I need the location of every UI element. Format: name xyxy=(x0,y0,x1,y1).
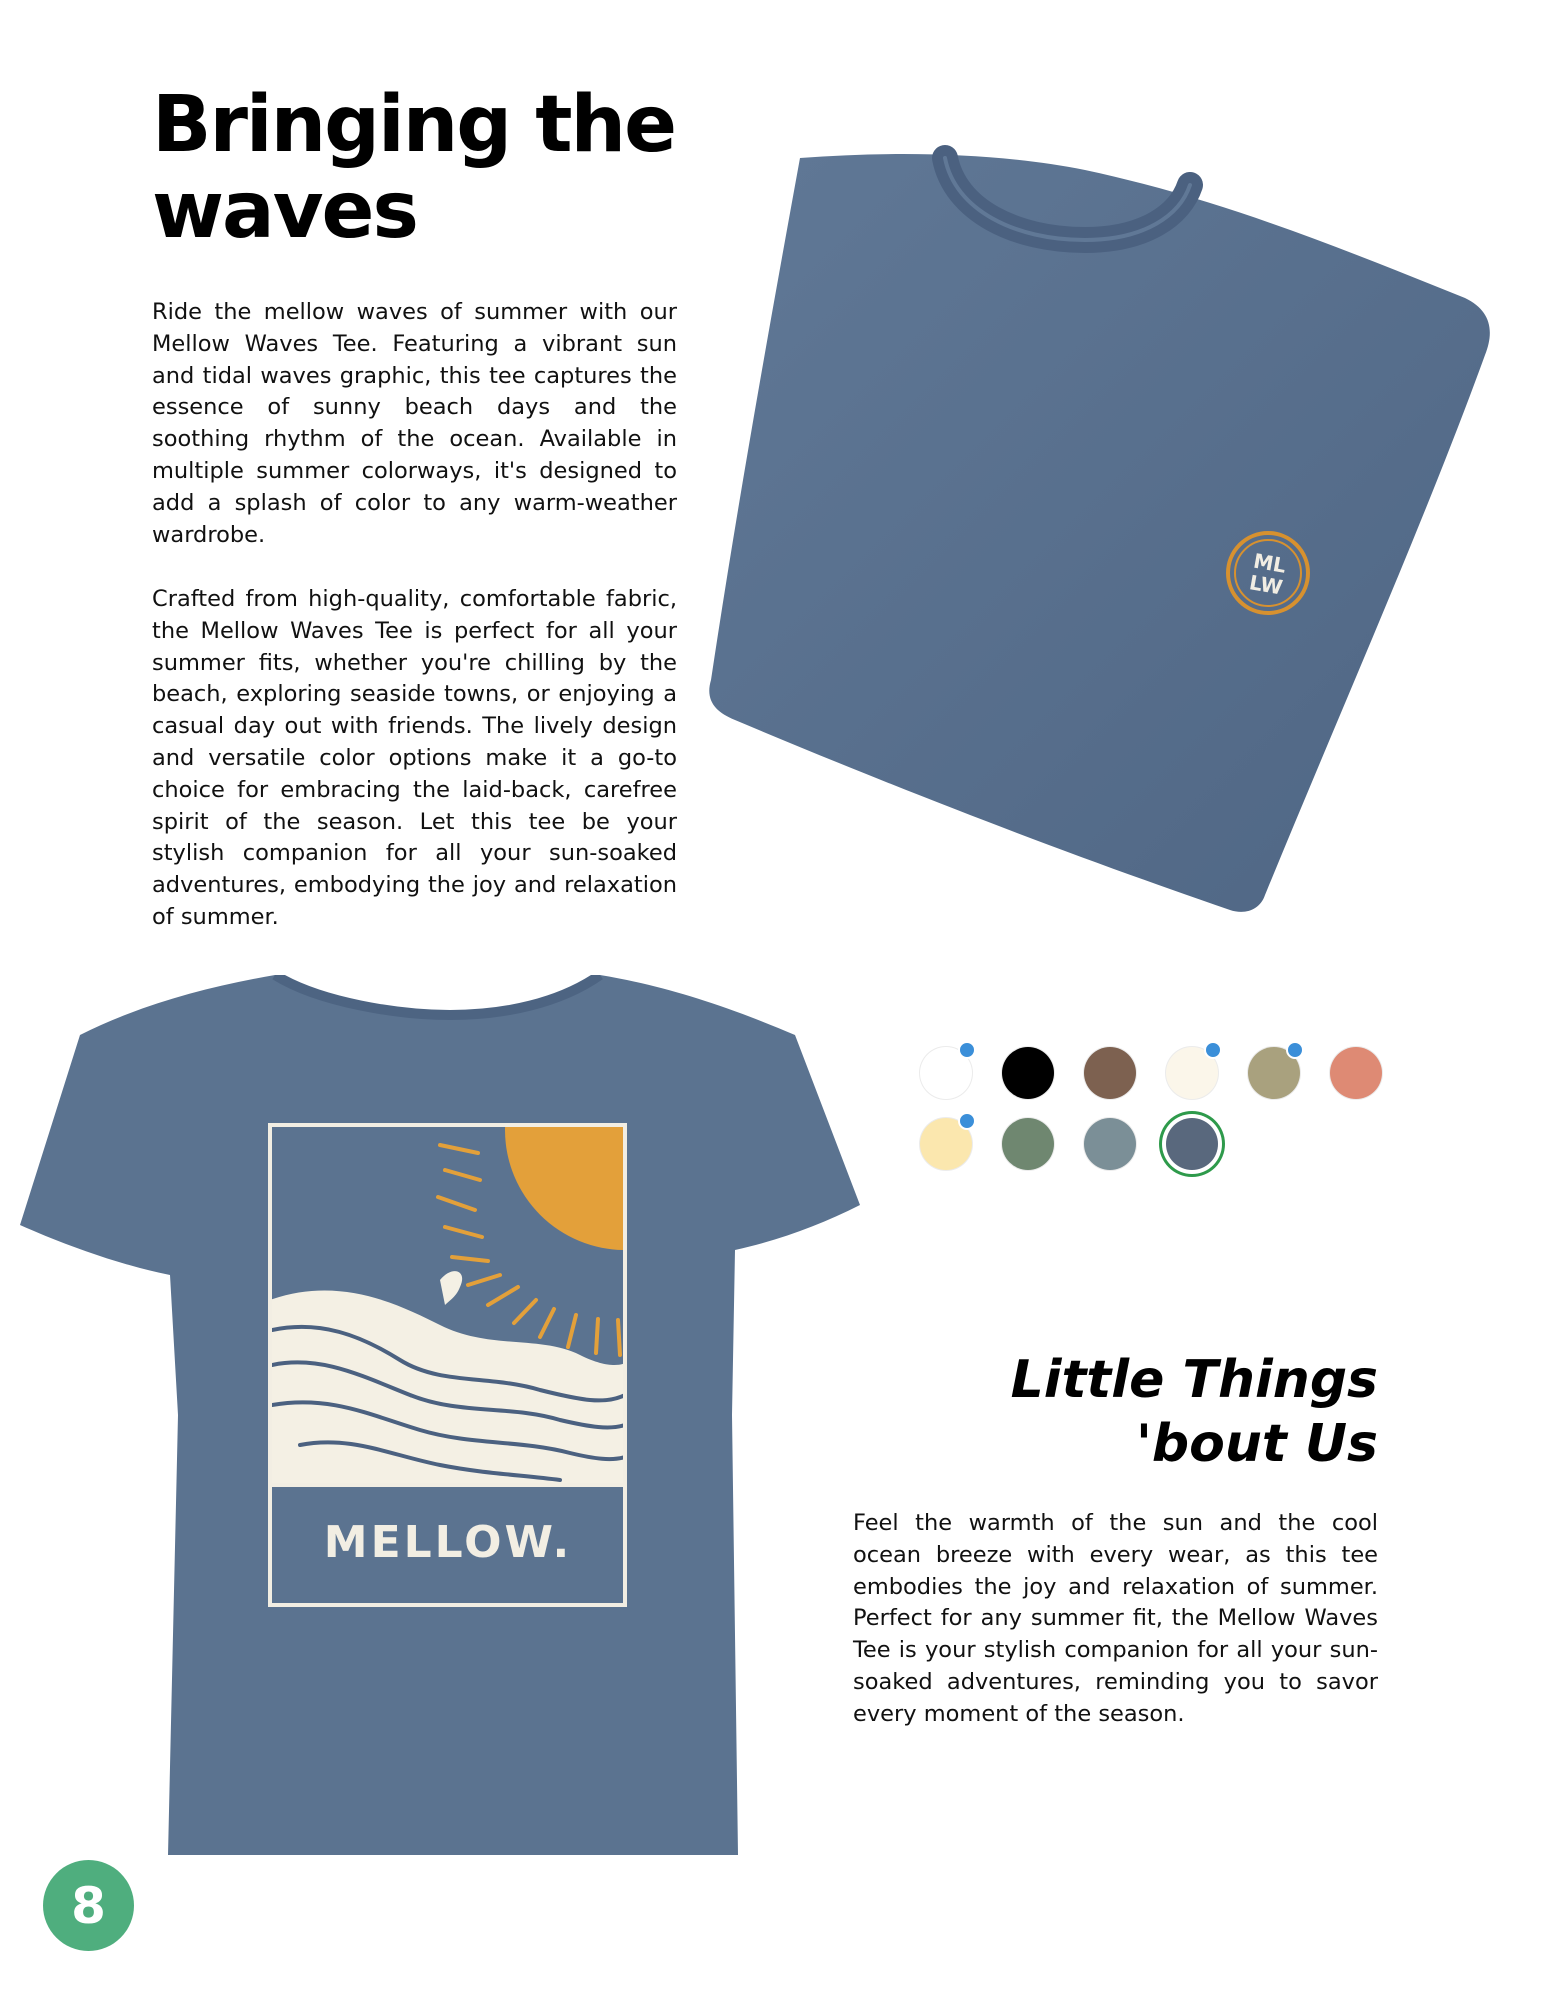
fabric-paragraph: Crafted from high-quality, comfortable fabric, the Mellow Waves Tee is perfect for all your summer fits, whether you're chilling by the beach, exploring seaside towns, or enjoying a casual day out with friends. The lively design and versatile color options make it a go-to choice for embracing the laid-back, carefree spirit of the season. Let this tee be your stylish companion for all your sun-soaked adventures, embodying the joy and relaxation of summer. xyxy=(152,586,677,930)
back-shirt-image xyxy=(20,975,875,1860)
color-swatch[interactable] xyxy=(1330,1047,1382,1099)
logo-text-line-2: LW xyxy=(1247,570,1285,600)
color-swatch[interactable] xyxy=(920,1118,972,1170)
section-title xyxy=(958,1348,1378,1476)
folded-shirt-body xyxy=(709,154,1490,912)
color-swatch[interactable] xyxy=(1002,1047,1054,1099)
section-title-line-1: Little Things xyxy=(1010,1350,1378,1410)
swatch-indicator-dot xyxy=(958,1041,976,1059)
title-line-1: Bringing the xyxy=(152,80,675,170)
page-number-badge xyxy=(43,1860,134,1951)
color-swatch[interactable] xyxy=(1084,1047,1136,1099)
color-swatch[interactable] xyxy=(920,1047,972,1099)
swatch-indicator-dot xyxy=(1286,1041,1304,1059)
color-swatch[interactable] xyxy=(1166,1047,1218,1099)
mellow-print-text: MELLOW. xyxy=(323,1517,573,1568)
about-paragraph: Feel the warmth of the sun and the cool ocean breeze with every wear, as this tee embodies the joy and relaxation of summer. Perfect for any summer fit, the Mellow Waves Tee is your stylish companion for all your sun-soaked adventures, reminding you to savor every moment of the season. xyxy=(853,1510,1378,1727)
title-line-2: waves xyxy=(152,166,417,256)
color-swatch[interactable] xyxy=(1248,1047,1300,1099)
color-swatches xyxy=(918,1045,1388,1175)
folded-shirt-image xyxy=(705,140,1495,920)
color-swatch[interactable] xyxy=(1002,1118,1054,1170)
section-title-line-2: 'bout Us xyxy=(1135,1414,1378,1474)
color-swatch[interactable] xyxy=(1166,1118,1218,1170)
logo-text-line-1: ML xyxy=(1251,548,1288,578)
page-number: 8 xyxy=(71,1876,106,1935)
intro-paragraph: Ride the mellow waves of summer with our Mellow Waves Tee. Featuring a vibrant sun and tidal waves graphic, this tee captures the essence of sunny beach days and the soothing rhythm of the ocean. Available in multiple summer colorways, it's designed to add a splash of color to any warm-weather wardrobe. xyxy=(152,299,677,548)
color-swatch[interactable] xyxy=(1084,1118,1136,1170)
page-title xyxy=(152,82,712,254)
swatch-indicator-dot xyxy=(1204,1041,1222,1059)
swatch-indicator-dot xyxy=(958,1112,976,1130)
